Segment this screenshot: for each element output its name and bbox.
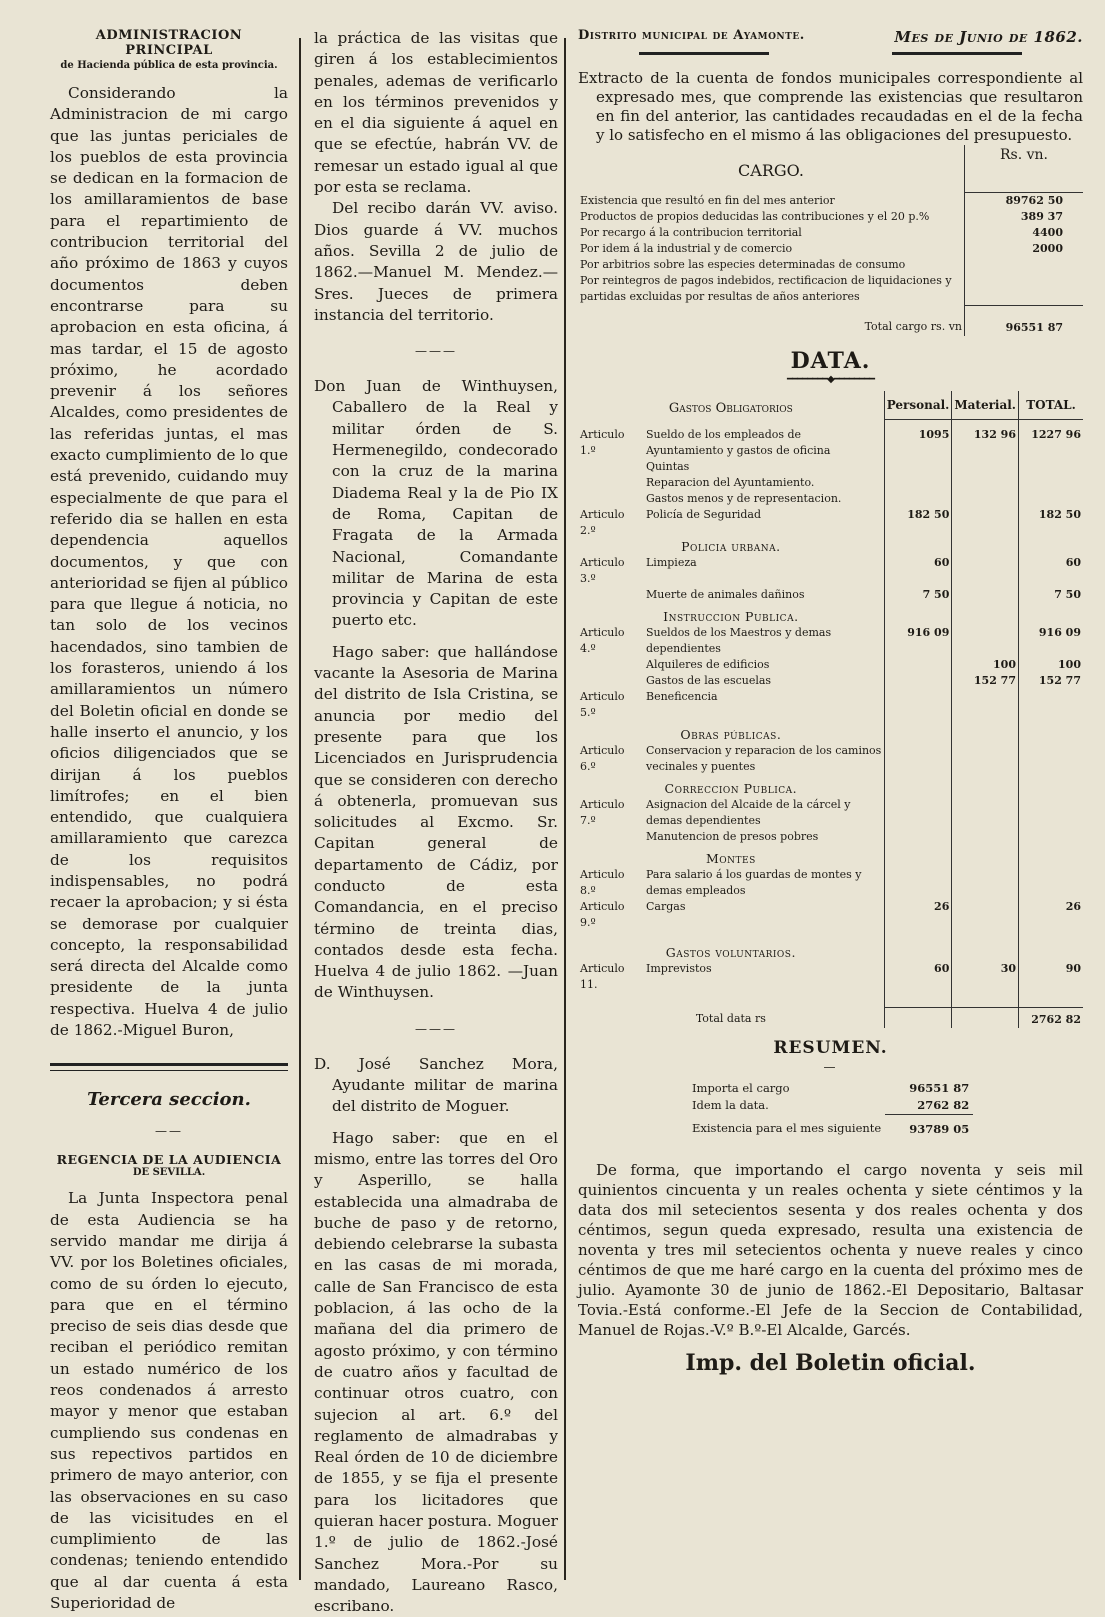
data-table (578, 391, 1083, 1028)
row-art9 (578, 899, 1083, 931)
column-rule-right (564, 38, 566, 1580)
row-art1 (578, 427, 1083, 459)
col-total: TOTAL. (1019, 391, 1084, 420)
column-rule-left (299, 38, 301, 1580)
regencia-closing: Del recibo darán VV. aviso. Dios guarde á VV. muchos años. Sevilla 2 de julio de 1862.—Manuel M. Mendez.—Sres. Jueces de primera instancia del territorio. (314, 199, 558, 324)
cargo-total: 96551 87 (965, 305, 1084, 336)
ornament: ━━━━━━━━◆━━━━━━━━ (786, 373, 875, 385)
art4-gastos-total: 152 77 (1019, 673, 1084, 689)
column-1 (50, 28, 288, 1614)
cargo-row-value: 2000 (965, 241, 1084, 257)
art11-personal: 60 (884, 961, 952, 993)
section-divider (50, 1063, 288, 1071)
cargo-table (578, 193, 1083, 336)
art11-material: 30 (952, 961, 1019, 993)
resumen-title: RESUMEN. (773, 1037, 888, 1058)
month-label: Mes de Junio de 1862. (894, 28, 1083, 46)
art3-muerte: Muerte de animales dañinos (646, 588, 805, 601)
art4-alquileres-total: 100 (1019, 657, 1084, 673)
art3-limpieza-personal: 60 (884, 555, 952, 587)
cargo-row-label: Existencia que resultó en fin del mes anterior (580, 194, 835, 207)
art7-text: Asignacion del Alcaide de la cárcel y demas dependientes (646, 798, 851, 827)
resumen-existencia: 93789 05 (909, 1121, 970, 1136)
cargo-header (578, 145, 1083, 180)
cargo-row-label: Por reintegros de pagos indebidos, rectificacion de liquidaciones y partidas excluidas por resultas de años anteriores (580, 274, 952, 303)
montes-heading: Montes (705, 851, 756, 866)
masthead (578, 28, 1083, 46)
separator: ——— (415, 1021, 457, 1036)
art4-text: Sueldos de los Maestros y demas dependientes (646, 626, 832, 655)
col-material: Material. (952, 391, 1019, 420)
art1-quintas: Quintas (646, 460, 690, 473)
closing-statement: De forma, que importando el cargo noventa y seis mil quinientos cincuenta y un reales ochenta y siete céntimos y la data dos mil setecientos sesenta y dos reales ochenta y dos céntimos, segun queda expresado, resulta una existencia de noventa y tres mil setecientos ochenta y nueve reales y cinco céntimos de que me haré cargo en la cuenta del próximo mes de julio. Ayamonte 30 de junio de 1862.-El Depositario, Baltasar Tovia.-Está conforme.-El Jefe de la Seccion de Contabilidad, Manuel de Rojas.-V.º B.º-El Alcalde, Garcés. (578, 1160, 1083, 1339)
art2-total: 182 50 (1019, 507, 1084, 539)
cargo-unit: Rs. vn. (964, 145, 1083, 180)
resumen-cargo-label: Importa el cargo (692, 1080, 790, 1095)
row-art8 (578, 867, 1083, 899)
art1-label: Articulo 1.º (580, 428, 625, 457)
extract-intro: Extracto de la cuenta de fondos municipales correspondiente al expresado mes, que comprende las existencias que resultaron en fin del anterior, las cantidades recaudadas en el de la fecha y lo satisfecho en el mismo á las obligaciones del presupuesto. (578, 69, 1083, 144)
row-art5 (578, 689, 1083, 721)
art3-muerte-personal: 7 50 (884, 587, 952, 603)
art2-personal: 182 50 (884, 507, 952, 539)
art6-text: Conservacion y reparacion de los caminos vecinales y puentes (646, 744, 882, 773)
art7-label: Articulo 7.º (580, 798, 625, 827)
cargo-row-label: Productos de propios deducidas las contribuciones y el 20 p.% (580, 210, 930, 223)
art7-manutencion: Manutencion de presos pobres (646, 830, 819, 843)
art11-label: Articulo 11. (580, 962, 625, 991)
art4-label: Articulo 4.º (580, 626, 625, 655)
art3-label: Articulo 3.º (580, 556, 625, 585)
art4-gastos-material: 152 77 (952, 673, 1019, 689)
art9-label: Articulo 9.º (580, 900, 625, 929)
cargo-row-value (965, 257, 1084, 273)
row-art7 (578, 797, 1083, 829)
art1-personal: 1095 (884, 427, 952, 459)
separator: — (823, 1059, 838, 1074)
art4-gastos: Gastos de las escuelas (646, 674, 772, 687)
cargo-total-row (578, 305, 1083, 336)
art1-text: Sueldo de los empleados de Ayuntamiento y gastos de oficina (646, 428, 831, 457)
art4-alquileres-material: 100 (952, 657, 1019, 673)
art3-limpieza-total: 60 (1019, 555, 1084, 587)
instruccion-publica-heading: Instruccion Publica. (663, 609, 799, 624)
art8-label: Articulo 8.º (580, 868, 625, 897)
row-art4 (578, 625, 1083, 657)
admin-title: ADMINISTRACION PRINCIPAL (95, 28, 243, 58)
admin-body: Considerando la Administracion de mi cargo que las juntas periciales de los pueblos de esta provincia se dedican en la formacion de los amillaramientos de base para el repartimiento de contribucion territorial del año próximo de 1863 y cuyos documentos deben encontrarse para su aprobacion en esta oficina, á mas tardar, el 15 de agosto próximo, he acordado prevenir á los señores Alcaldes, como presidentes de las referidas juntas, el mas exacto cumplimiento de lo que está prevenido, cuidando muy especialmente de que para el referido dia se hallen en esta dependencia aquellos documentos, y que con anterioridad se fijen al público para que llegue á noticia, no tan solo de los vecinos hacendados, sino tambien de los forasteros, uniendo á los amillaramientos un número del Boletin oficial en donde se halle inserto el anuncio, y los oficios diligenciados que se dirijan á los pueblos limítrofes; en el bien entendido, que cualquiera amillaramiento que carezca de los requisitos indispensables, no podrá recaer la aprobacion; y si ésta se demorase por cualquier concepto, la responsabilidad será directa del Alcalde como presidente de la junta respectiva. Huelva 4 de julio de 1862.-Miguel Buron, (50, 84, 288, 1040)
gastos-voluntarios-heading: Gastos voluntarios. (665, 945, 796, 960)
cargo-row (578, 241, 1083, 257)
data-total: 2762 82 (1019, 1007, 1084, 1028)
row-art11 (578, 961, 1083, 993)
regencia-subtitle: DE SEVILLA. (132, 1167, 206, 1179)
cargo-row-label: Por recargo á la contribucion territorial (580, 226, 802, 239)
resumen-cargo: 96551 87 (909, 1080, 970, 1095)
cargo-row (578, 193, 1083, 209)
resumen-data: 2762 82 (885, 1097, 973, 1115)
cargo-title: CARGO. (738, 161, 804, 180)
cargo-row-value (965, 273, 1084, 305)
data-total-label: Total data rs (695, 1012, 766, 1025)
column-2 (314, 28, 558, 1617)
regencia-title: REGENCIA DE LA AUDIENCIA (56, 1152, 282, 1168)
cargo-row (578, 225, 1083, 241)
data-title: DATA. (790, 347, 871, 374)
admin-subtitle: de Hacienda pública de esta provincia. (60, 60, 278, 71)
separator: ——— (415, 344, 457, 359)
art9-total: 26 (1019, 899, 1084, 931)
art4-personal: 916 09 (884, 625, 952, 657)
art3-limpieza: Limpieza (646, 556, 697, 569)
art6-label: Articulo 6.º (580, 744, 625, 773)
gastos-obligatorios-heading: Gastos Obligatorios (668, 400, 793, 416)
cargo-total-label: Total cargo rs. vn (864, 320, 962, 333)
cargo-row (578, 209, 1083, 225)
winthuysen-body: Hago saber: que hallándose vacante la Asesoria de Marina del distrito de Isla Cristina, se anuncia por medio del presente para que los Licenciados en Jurisprudencia que se consideren con derecho á obtenerla, promuevan sus solicitudes al Excmo. Sr. Capitan general de departamento de Cádiz, por conducto de esta Comandancia, en el preciso término de treinta dias, contados desde esta fecha. Huelva 4 de julio 1862. —Juan de Winthuysen. (314, 642, 558, 1002)
resumen-existencia-label: Existencia para el mes siguiente (692, 1121, 882, 1136)
art1-reparacion: Reparacion del Ayuntamiento. (646, 476, 815, 489)
section-title: Tercera seccion. (87, 1089, 251, 1111)
cargo-row-value: 389 37 (965, 209, 1084, 225)
correccion-publica-heading: Correccion Publica. (664, 781, 798, 796)
obras-publicas-heading: Obras públicas. (680, 727, 782, 742)
data-total-row (578, 1007, 1083, 1028)
district-name: Distrito municipal de Ayamonte. (578, 28, 805, 43)
cargo-row-label: Por idem á la industrial y de comercio (580, 242, 793, 255)
column-3 (578, 28, 1083, 1376)
cargo-row (578, 257, 1083, 273)
resumen-data-label: Idem la data. (692, 1097, 769, 1112)
row-art2 (578, 507, 1083, 539)
regencia-continuation: la práctica de las visitas que giren á los establecimientos penales, ademas de verificarlo en los términos prevenidos y en el dia siguiente á aquel en que se efectúe, habrán VV. de remesar un estado igual al que por esta se reclama. (314, 29, 558, 197)
cargo-row-label: Por arbitrios sobre las especies determinadas de consumo (580, 258, 906, 271)
policia-urbana-heading: Policia urbana. (681, 539, 781, 554)
art9-text: Cargas (646, 900, 686, 913)
cargo-row-value: 89762 50 (965, 193, 1084, 209)
separator: —— (155, 1124, 183, 1139)
header-rules (578, 52, 1083, 55)
sanchez-mora-intro: D. José Sanchez Mora, Ayudante militar de marina del distrito de Moguer. (314, 1054, 558, 1116)
art8-text: Para salario á los guardas de montes y demas empleados (646, 868, 862, 897)
art2-label: Articulo 2.º (580, 508, 625, 537)
col-personal: Personal. (884, 391, 952, 420)
art1-total: 1227 96 (1019, 427, 1084, 459)
art4-alquileres: Alquileres de edificios (646, 658, 770, 671)
sanchez-mora-body: Hago saber: que en el mismo, entre las torres del Oro y Asperillo, se halla establecida una almadraba de buche de paso y de retorno, debiendo celebrarse la subasta en las casas de mi morada, calle de San Francisco de esta poblacion, á las ocho de la mañana del dia primero de agosto próximo, y con término de cuatro años y facultad de continuar otros cuatro, con sujecion al art. 6.º del reglamento de almadrabas y Real órden de 10 de diciembre de 1855, y se fija el presente para los licitadores que quieran hacer postura. Moguer 1.º de julio de 1862.-José Sanchez Mora.-Por su mandado, Laureano Rasco, escribano. (314, 1128, 558, 1616)
art5-label: Articulo 5.º (580, 690, 625, 719)
cargo-row-value: 4400 (965, 225, 1084, 241)
art4-total: 916 09 (1019, 625, 1084, 657)
regencia-body: La Junta Inspectora penal de esta Audiencia se ha servido mandar me dirija á VV. por los Boletines oficiales, como de su órden lo ejecuto, para que en el término preciso de seis dias desde que reciban el periódico remitan un estado numérico de los reos condenados á arresto mayor y menor que estaban cumpliendo sus condenas en sus repectivos partidos en primero de mayo anterior, con las observaciones en su caso de las vicisitudes en el cumplimiento de las condenas; teniendo entendido que al dar cuenta á esta Superioridad de (50, 1189, 288, 1612)
cargo-row (578, 273, 1083, 305)
art5-text: Beneficencia (646, 690, 718, 703)
art1-material: 132 96 (952, 427, 1019, 459)
art3-muerte-total: 7 50 (1019, 587, 1084, 603)
winthuysen-intro: Don Juan de Winthuysen, Caballero de la Real y militar órden de S. Hermenegildo, condecorado con la cruz de la marina Diadema Real y la de Pio IX de Roma, Capitan de Fragata de la Armada Nacional, Comandante militar de Marina de esta provincia y Capitan de este puerto etc. (314, 377, 558, 630)
row-art6 (578, 743, 1083, 775)
resumen-table (688, 1080, 973, 1138)
art11-text: Imprevistos (646, 962, 712, 975)
art9-personal: 26 (884, 899, 952, 931)
printer-imprint: Imp. del Boletin oficial. (685, 1349, 976, 1376)
row-art3 (578, 555, 1083, 587)
art11-total: 90 (1019, 961, 1084, 993)
art2-text: Policía de Seguridad (646, 508, 761, 521)
art1-gastos: Gastos menos y de representacion. (646, 492, 842, 505)
